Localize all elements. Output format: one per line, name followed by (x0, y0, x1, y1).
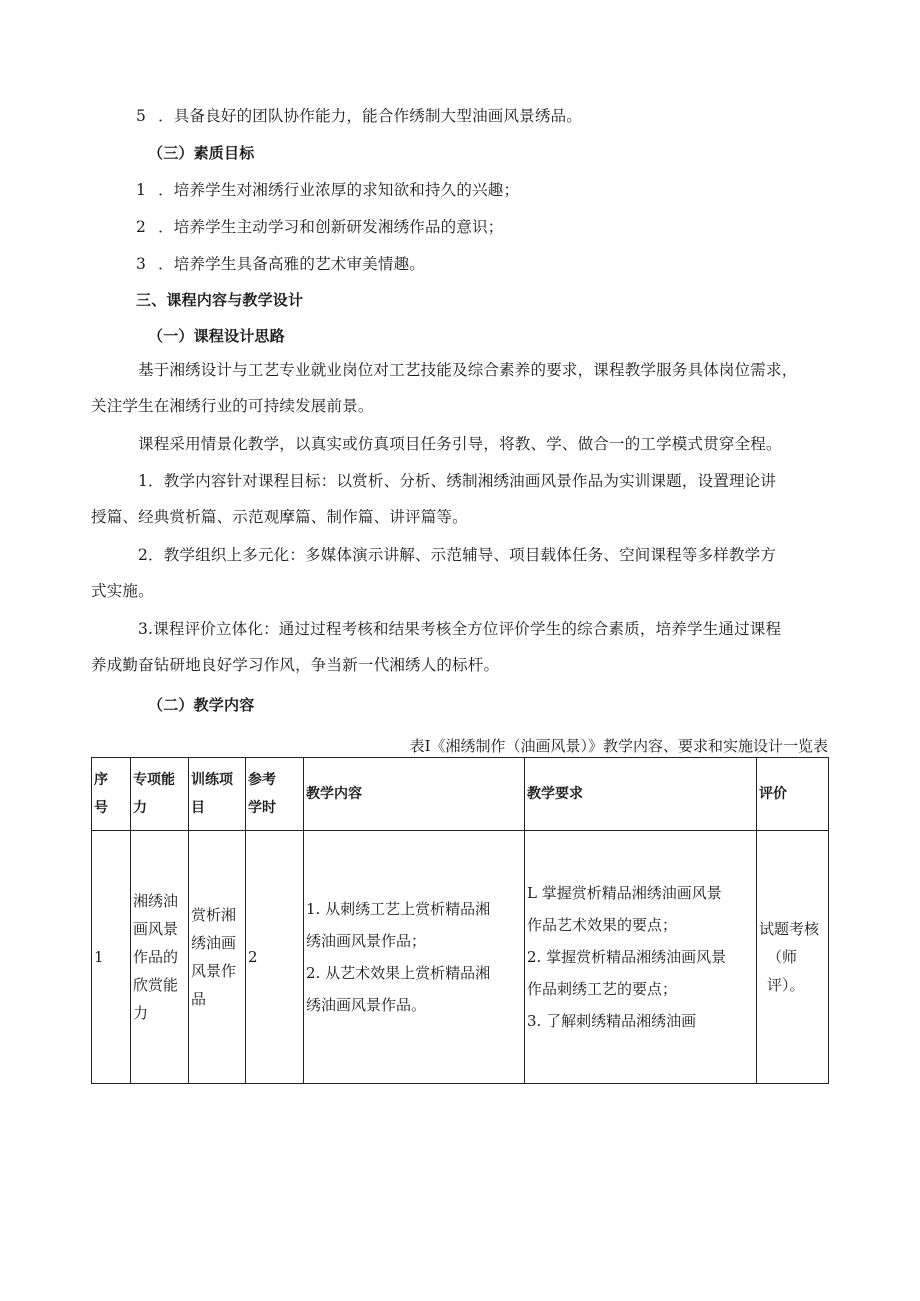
item-text: ．培养学生对湘绣行业浓厚的求知欲和持久的兴趣； (158, 181, 520, 199)
item-text: ．培养学生主动学习和创新研发湘绣作品的意识； (158, 218, 504, 236)
header-hours-line-1: 参考 (248, 772, 276, 788)
item-number: 5 (136, 107, 147, 125)
header-requirement: 教学要求 (525, 758, 757, 831)
cell-requirement-line: L 掌握赏析精品湘绣油画风景 (527, 884, 722, 902)
item-number: 3 (136, 255, 147, 273)
cell-content (304, 831, 525, 1084)
cell-content-line: 2. 从艺术效果上赏析精品湘 (306, 964, 491, 982)
cell-training-line: 赏析湘 (191, 906, 237, 924)
design-item-1-line-2: 授篇、经典赏析篇、示范观摩篇、制作篇、讲评篇等。 (91, 508, 468, 526)
header-content: 教学内容 (304, 758, 525, 831)
design-para-2: 课程采用情景化教学，以真实或仿真项目任务引导，将教、学、做合一的工学模式贯穿全程。 (138, 435, 782, 453)
item-text: ．培养学生具备高雅的艺术审美情趣。 (158, 255, 425, 273)
header-ability-line-2: 力 (133, 800, 147, 816)
design-item-3-line-1: 3.课程评价立体化：通过过程考核和结果考核全方位评价学生的综合素质，培养学生通过课程 (138, 620, 782, 638)
cell-hours: 2 (246, 831, 304, 1084)
section-3-heading: 三、课程内容与教学设计 (136, 291, 304, 309)
cell-requirement-line: 作品艺术效果的要点； (527, 916, 678, 934)
quality-heading: （三）素质目标 (148, 144, 255, 162)
quality-item-1 (136, 180, 519, 200)
teaching-plan-table (91, 757, 829, 1084)
header-hours-line-2: 学时 (248, 800, 276, 816)
item-text: ．具备良好的团队协作能力，能合作绣制大型油画风景绣品。 (158, 107, 582, 125)
design-item-3-line-2: 养成勤奋钻研地良好学习作风，争当新一代湘绣人的标杆。 (91, 656, 500, 674)
cell-requirement-line: 2. 掌握赏析精品湘绣油画风景 (527, 948, 727, 966)
header-evaluation: 评价 (757, 758, 829, 831)
design-item-1-line-1: 1．教学内容针对课程目标：以赏析、分析、绣制湘绣油画风景作品为实训课题，设置理论讲 (138, 472, 777, 490)
cell-requirement (525, 831, 757, 1084)
cell-evaluation-line: （师 (767, 948, 798, 966)
header-seq-line-1: 序 (94, 772, 108, 788)
cell-training (189, 831, 246, 1084)
cell-content-line: 绣油画风景作品。 (306, 996, 427, 1014)
item-number: 2 (136, 218, 147, 236)
cell-evaluation (757, 831, 829, 1084)
header-ability (131, 758, 189, 831)
quality-item-3 (136, 254, 425, 274)
item-number: 1 (136, 181, 147, 199)
quality-item-2 (136, 217, 503, 237)
cell-ability-line: 作品的 (133, 948, 179, 966)
content-heading: （二）教学内容 (148, 696, 255, 714)
header-seq-line-2: 号 (94, 800, 108, 816)
design-heading: （一）课程设计思路 (148, 327, 285, 345)
cell-ability-line: 湘绣油 (133, 892, 179, 910)
cell-requirement-line: 作品刺绣工艺的要点； (527, 980, 678, 998)
cell-seq: 1 (92, 831, 131, 1084)
cell-training-line: 风景作 (191, 962, 237, 980)
header-ability-line-1: 专项能 (133, 772, 175, 788)
cell-ability-line: 欣赏能 (133, 976, 179, 994)
cell-ability-line: 力 (133, 1004, 149, 1022)
cell-ability (131, 831, 189, 1084)
cell-evaluation-line: 试题考核 (759, 920, 820, 938)
cell-evaluation-line: 评）。 (767, 976, 805, 994)
cell-ability-line: 画风景 (133, 920, 179, 938)
cell-training-line: 品 (191, 990, 207, 1008)
design-para-1-line-1: 基于湘绣设计与工艺专业就业岗位对工艺技能及综合素养的要求，课程教学服务具体岗位需求， (138, 361, 798, 379)
cell-training-line: 绣油画 (191, 934, 237, 952)
design-item-2-line-2: 式实施。 (91, 582, 154, 600)
table-header-row (92, 758, 829, 831)
header-training-line-1: 训练项 (191, 772, 233, 788)
header-training-line-2: 目 (191, 800, 205, 816)
table-caption: 表Ⅰ《湘绣制作（油画风景）》教学内容、要求和实施设计一览表 (409, 737, 828, 755)
table-row (92, 831, 829, 1084)
header-seq (92, 758, 131, 831)
design-item-2-line-1: 2．教学组织上多元化：多媒体演示讲解、示范辅导、项目载体任务、空间课程等多样教学方 (138, 546, 777, 564)
ability-item-5 (136, 106, 582, 126)
design-para-1-line-2: 关注学生在湘绣行业的可持续发展前景。 (91, 397, 374, 415)
cell-content-line: 绣油画风景作品； (306, 932, 427, 950)
cell-content-line: 1. 从刺绣工艺上赏析精品湘 (306, 900, 491, 918)
cell-requirement-line: 3. 了解刺绣精品湘绣油画 (527, 1012, 697, 1030)
header-training (189, 758, 246, 831)
header-hours (246, 758, 304, 831)
